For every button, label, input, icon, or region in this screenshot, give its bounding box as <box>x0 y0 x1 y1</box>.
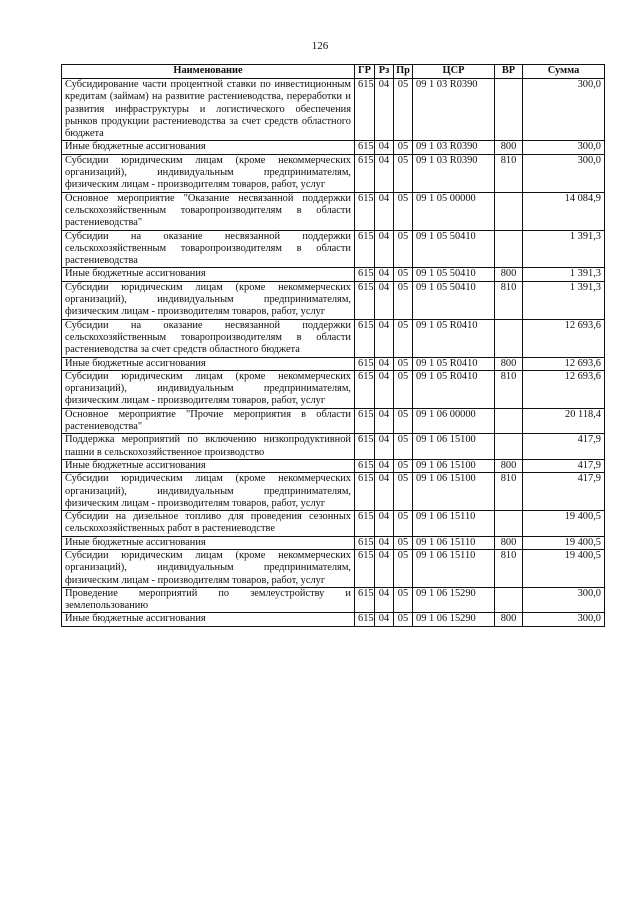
cell-vr: 800 <box>495 268 523 281</box>
cell-sum: 12 693,6 <box>523 370 605 408</box>
cell-rz: 04 <box>375 587 394 613</box>
cell-pr: 05 <box>394 587 413 613</box>
cell-rz: 04 <box>375 154 394 192</box>
cell-rz: 04 <box>375 370 394 408</box>
cell-name: Субсидии на оказание несвязанной поддержки сельскохозяйственным товаропроизводителям в области растениеводства за счет средств областного бюджета <box>62 319 355 357</box>
cell-name: Субсидии юридическим лицам (кроме некоммерческих организаций), индивидуальным предпринимателям, физическим лицам - производителям товаров, работ, услуг <box>62 154 355 192</box>
cell-rz: 04 <box>375 319 394 357</box>
cell-pr: 05 <box>394 79 413 141</box>
header-name: Наименование <box>62 65 355 79</box>
cell-vr: 800 <box>495 141 523 154</box>
table-row <box>62 230 605 268</box>
table-body <box>62 79 605 627</box>
cell-name: Проведение мероприятий по землеустройству и землепользованию <box>62 587 355 613</box>
cell-name: Субсидии юридическим лицам (кроме некоммерческих организаций), индивидуальным предпринимателям, физическим лицам - производителям товаров, работ, услуг <box>62 473 355 511</box>
cell-sum: 12 693,6 <box>523 357 605 370</box>
cell-vr: 810 <box>495 370 523 408</box>
cell-pr: 05 <box>394 281 413 319</box>
header-csr: ЦСР <box>413 65 495 79</box>
cell-csr: 09 1 06 15100 <box>413 473 495 511</box>
cell-pr: 05 <box>394 141 413 154</box>
cell-rz: 04 <box>375 536 394 549</box>
cell-pr: 05 <box>394 536 413 549</box>
cell-pr: 05 <box>394 549 413 587</box>
budget-table <box>61 64 605 627</box>
cell-sum: 300,0 <box>523 613 605 626</box>
cell-vr <box>495 587 523 613</box>
cell-pr: 05 <box>394 357 413 370</box>
cell-rz: 04 <box>375 230 394 268</box>
cell-name: Иные бюджетные ассигнования <box>62 268 355 281</box>
cell-csr: 09 1 03 R0390 <box>413 154 495 192</box>
cell-pr: 05 <box>394 370 413 408</box>
cell-name: Субсидии на оказание несвязанной поддержки сельскохозяйственным товаропроизводителям в области растениеводства <box>62 230 355 268</box>
cell-vr: 800 <box>495 536 523 549</box>
cell-gr: 615 <box>355 511 375 537</box>
table-row <box>62 192 605 230</box>
table-row <box>62 549 605 587</box>
cell-csr: 09 1 06 15110 <box>413 511 495 537</box>
cell-vr <box>495 192 523 230</box>
cell-csr: 09 1 06 15100 <box>413 434 495 460</box>
cell-rz: 04 <box>375 459 394 472</box>
cell-gr: 615 <box>355 613 375 626</box>
cell-csr: 09 1 05 R0410 <box>413 370 495 408</box>
cell-pr: 05 <box>394 192 413 230</box>
cell-pr: 05 <box>394 408 413 434</box>
cell-vr: 800 <box>495 613 523 626</box>
cell-sum: 14 084,9 <box>523 192 605 230</box>
cell-name: Основное мероприятие "Оказание несвязанной поддержки сельскохозяйственным товаропроизводителям в области растениеводства" <box>62 192 355 230</box>
cell-gr: 615 <box>355 357 375 370</box>
cell-sum: 417,9 <box>523 473 605 511</box>
header-rz: Рз <box>375 65 394 79</box>
cell-rz: 04 <box>375 79 394 141</box>
cell-sum: 12 693,6 <box>523 319 605 357</box>
table-row <box>62 268 605 281</box>
cell-rz: 04 <box>375 141 394 154</box>
cell-gr: 615 <box>355 268 375 281</box>
cell-vr: 800 <box>495 459 523 472</box>
cell-name: Иные бюджетные ассигнования <box>62 613 355 626</box>
cell-sum: 417,9 <box>523 434 605 460</box>
cell-gr: 615 <box>355 319 375 357</box>
cell-name: Поддержка мероприятий по включению низкопродуктивной пашни в сельскохозяйственное производство <box>62 434 355 460</box>
cell-pr: 05 <box>394 319 413 357</box>
cell-csr: 09 1 06 00000 <box>413 408 495 434</box>
cell-vr <box>495 408 523 434</box>
header-sum: Сумма <box>523 65 605 79</box>
cell-rz: 04 <box>375 357 394 370</box>
cell-gr: 615 <box>355 370 375 408</box>
cell-sum: 1 391,3 <box>523 230 605 268</box>
cell-gr: 615 <box>355 230 375 268</box>
cell-sum: 300,0 <box>523 141 605 154</box>
table-row <box>62 408 605 434</box>
cell-sum: 1 391,3 <box>523 268 605 281</box>
cell-rz: 04 <box>375 192 394 230</box>
cell-csr: 09 1 05 00000 <box>413 192 495 230</box>
cell-pr: 05 <box>394 268 413 281</box>
cell-gr: 615 <box>355 141 375 154</box>
cell-name: Иные бюджетные ассигнования <box>62 459 355 472</box>
cell-gr: 615 <box>355 459 375 472</box>
cell-name: Субсидии юридическим лицам (кроме некоммерческих организаций), индивидуальным предпринимателям, физическим лицам - производителям товаров, работ, услуг <box>62 281 355 319</box>
table-row <box>62 511 605 537</box>
cell-pr: 05 <box>394 473 413 511</box>
header-gr: ГР <box>355 65 375 79</box>
cell-pr: 05 <box>394 154 413 192</box>
page-number: 126 <box>311 40 329 52</box>
cell-csr: 09 1 06 15290 <box>413 587 495 613</box>
cell-vr <box>495 319 523 357</box>
table-row <box>62 357 605 370</box>
cell-pr: 05 <box>394 613 413 626</box>
cell-sum: 19 400,5 <box>523 536 605 549</box>
cell-csr: 09 1 05 R0410 <box>413 357 495 370</box>
cell-sum: 20 118,4 <box>523 408 605 434</box>
cell-vr <box>495 230 523 268</box>
cell-pr: 05 <box>394 459 413 472</box>
cell-vr <box>495 511 523 537</box>
cell-rz: 04 <box>375 613 394 626</box>
cell-vr: 810 <box>495 549 523 587</box>
table-header-row <box>62 65 605 79</box>
cell-sum: 300,0 <box>523 79 605 141</box>
cell-vr <box>495 79 523 141</box>
cell-pr: 05 <box>394 434 413 460</box>
cell-gr: 615 <box>355 281 375 319</box>
table-row <box>62 79 605 141</box>
cell-gr: 615 <box>355 434 375 460</box>
table-row <box>62 613 605 626</box>
cell-gr: 615 <box>355 154 375 192</box>
cell-vr: 810 <box>495 281 523 319</box>
cell-gr: 615 <box>355 79 375 141</box>
cell-name: Субсидии юридическим лицам (кроме некоммерческих организаций), индивидуальным предпринимателям, физическим лицам - производителям товаров, работ, услуг <box>62 370 355 408</box>
cell-csr: 09 1 06 15110 <box>413 549 495 587</box>
cell-gr: 615 <box>355 587 375 613</box>
table-row <box>62 141 605 154</box>
cell-sum: 417,9 <box>523 459 605 472</box>
cell-gr: 615 <box>355 473 375 511</box>
cell-pr: 05 <box>394 230 413 268</box>
table-row <box>62 434 605 460</box>
cell-sum: 19 400,5 <box>523 511 605 537</box>
cell-vr: 810 <box>495 154 523 192</box>
cell-sum: 300,0 <box>523 587 605 613</box>
cell-rz: 04 <box>375 549 394 587</box>
cell-csr: 09 1 05 R0410 <box>413 319 495 357</box>
cell-vr <box>495 434 523 460</box>
cell-gr: 615 <box>355 408 375 434</box>
header-pr: Пр <box>394 65 413 79</box>
cell-name: Иные бюджетные ассигнования <box>62 357 355 370</box>
cell-rz: 04 <box>375 511 394 537</box>
cell-rz: 04 <box>375 268 394 281</box>
cell-vr: 800 <box>495 357 523 370</box>
cell-gr: 615 <box>355 536 375 549</box>
table-row <box>62 459 605 472</box>
header-vr: ВР <box>495 65 523 79</box>
cell-rz: 04 <box>375 408 394 434</box>
cell-pr: 05 <box>394 511 413 537</box>
cell-name: Субсидии юридическим лицам (кроме некоммерческих организаций), индивидуальным предпринимателям, физическим лицам - производителям товаров, работ, услуг <box>62 549 355 587</box>
cell-csr: 09 1 05 50410 <box>413 281 495 319</box>
cell-sum: 300,0 <box>523 154 605 192</box>
cell-name: Основное мероприятие "Прочие мероприятия в области растениеводства" <box>62 408 355 434</box>
cell-csr: 09 1 03 R0390 <box>413 79 495 141</box>
cell-name: Иные бюджетные ассигнования <box>62 141 355 154</box>
cell-csr: 09 1 06 15100 <box>413 459 495 472</box>
cell-csr: 09 1 06 15290 <box>413 613 495 626</box>
cell-csr: 09 1 05 50410 <box>413 268 495 281</box>
cell-gr: 615 <box>355 192 375 230</box>
cell-rz: 04 <box>375 281 394 319</box>
table-row <box>62 536 605 549</box>
cell-rz: 04 <box>375 434 394 460</box>
cell-name: Иные бюджетные ассигнования <box>62 536 355 549</box>
table-row <box>62 154 605 192</box>
table-row <box>62 587 605 613</box>
cell-csr: 09 1 03 R0390 <box>413 141 495 154</box>
cell-name: Субсидии на дизельное топливо для проведения сезонных сельскохозяйственных работ в растениеводстве <box>62 511 355 537</box>
cell-csr: 09 1 06 15110 <box>413 536 495 549</box>
table-row <box>62 319 605 357</box>
cell-name: Субсидирование части процентной ставки по инвестиционным кредитам (займам) на развитие растениеводства, переработки и развития инфраструктуры и логистического обеспечения рынков продукции растениеводства за счет средств областного бюджета <box>62 79 355 141</box>
cell-csr: 09 1 05 50410 <box>413 230 495 268</box>
cell-sum: 1 391,3 <box>523 281 605 319</box>
cell-sum: 19 400,5 <box>523 549 605 587</box>
table-row <box>62 281 605 319</box>
table-row <box>62 473 605 511</box>
table-row <box>62 370 605 408</box>
cell-rz: 04 <box>375 473 394 511</box>
cell-vr: 810 <box>495 473 523 511</box>
cell-gr: 615 <box>355 549 375 587</box>
